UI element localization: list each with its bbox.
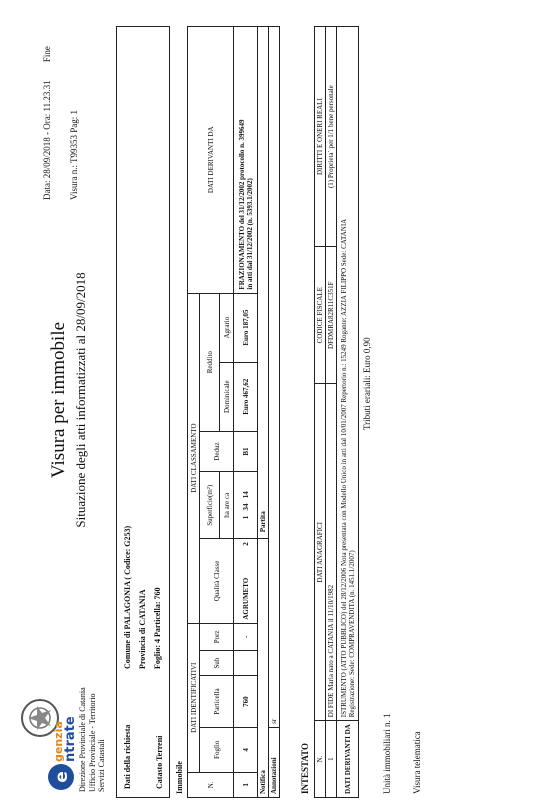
deduz-header: Deduz [200, 431, 234, 472]
row-qualita [234, 539, 258, 623]
row-particella: 760 [234, 676, 258, 728]
date-time: Data: 28/09/2018 - Ora: 11.23.31 [42, 80, 52, 200]
immobile-label: Immobile [175, 761, 184, 794]
annotazioni-label: Annotazioni [269, 727, 280, 797]
page-title: Visura per immobile [48, 321, 69, 479]
row-n: 1 [234, 772, 258, 797]
office-block [78, 632, 107, 792]
row-ha: 1 [241, 515, 250, 520]
visura-telematica: Visura telematica [412, 731, 422, 794]
row-derivanti-line: in atti dal 31/12/2002 (n. 5393.1/2002) [245, 178, 254, 290]
row-deduz: B1 [234, 431, 258, 472]
anagrafici-header: DATI ANAGRAFICI [315, 384, 326, 721]
col-n-header: N. [188, 772, 234, 797]
request-label: Dati della richiesta [123, 724, 132, 789]
agrario-header: Agrario [220, 293, 234, 362]
intestato-n-header: N. [315, 721, 326, 798]
row-derivanti [234, 27, 258, 294]
row-sub [234, 651, 258, 676]
intestato-derivanti-line: Registrazione: Sede: COMPRAVENDITA (n. 1451.1/2007) [347, 550, 356, 718]
sub-header: Sub [200, 651, 234, 676]
row-derivanti-line: FRAZIONAMENTO del 31/12/2002 protocollo n. 399649 [237, 119, 246, 290]
catasto-label: Catasto Terreni [155, 735, 164, 789]
ha-are-ca-header: ha are ca [220, 472, 234, 539]
superficie-header: Superficie(m²) [200, 472, 220, 539]
intestato-derivanti-label: DATI DERIVANTI DA [337, 721, 359, 798]
intestato-codice-fiscale: DFDMRA82R11C351F [326, 247, 337, 384]
visura-info [42, 10, 80, 200]
classamento-header: DATI CLASSAMENTO [188, 293, 200, 623]
visura-number: Visura n.: T99353 Pag: 1 [68, 109, 79, 200]
dominicale-header: Dominicale [220, 362, 234, 431]
row-classe: 2 [241, 542, 250, 546]
agency-logo [18, 672, 76, 792]
office-line: Ufficio Provinciale - Territorio [87, 693, 97, 792]
row-porz: - [234, 623, 258, 650]
porz-header: Porz [200, 623, 234, 650]
codice-fiscale-header: CODICE FISCALE [315, 247, 326, 384]
fine-label: Fine [42, 46, 52, 63]
agenzia-e-icon [46, 762, 76, 792]
diritti-header: DIRITTI E ONERI REALI [315, 27, 326, 247]
unita-immobiliari: Unità immobiliari n. 1 [382, 713, 392, 794]
table-row [326, 27, 337, 798]
intestato-row-n: 1 [326, 721, 337, 798]
request-provincia: Provincia di CATANIA [138, 589, 147, 669]
row-dominicale: Euro 467,62 [234, 362, 258, 431]
intestato-derivanti [337, 27, 359, 721]
row-ca: 14 [241, 491, 250, 499]
request-comune: Comune di PALAGONIA ( Codice: G253) [123, 525, 132, 669]
office-line: Direzione Provinciale di Catania [78, 687, 87, 792]
row-foglio: 4 [234, 727, 258, 772]
svg-text:e: e [52, 771, 72, 783]
intestato-label: INTESTATO [300, 742, 310, 794]
office-line: Servizi Catastali [97, 739, 107, 792]
intestato-anagrafici: DI FIDE Maria nato a CATANIA il 11/10/1982 [326, 384, 337, 721]
derivanti-header: DATI DERIVANTI DA [188, 27, 234, 294]
page-subtitle: Situazione degli atti informatizzati al 28/09/2018 [73, 272, 88, 528]
table-row [234, 27, 258, 798]
intestato-diritti: (1) Proprieta` per 1/1 bene personale [326, 27, 337, 247]
partita-label: Partita [258, 27, 269, 539]
identificativi-header: DATI IDENTIFICATIVI [188, 623, 200, 772]
qualita-header: Qualità Classe [200, 539, 234, 623]
row-superficie [234, 472, 258, 539]
title-block [48, 180, 89, 620]
logo-line-2: ntrate [63, 716, 78, 762]
reddito-header: Reddito [200, 293, 220, 431]
request-foglio: Foglio: 4 Particella: 760 [153, 587, 162, 669]
row-qualita-value: AGRUMETO [241, 577, 250, 620]
annotazioni-value: sr [269, 27, 280, 728]
row-agrario: Euro 187,05 [234, 293, 258, 362]
particella-header: Particella [200, 676, 234, 728]
logo-line-1: genzia [52, 721, 65, 762]
request-box [116, 26, 170, 798]
foglio-header: Foglio [200, 727, 234, 772]
immobile-table [187, 26, 280, 798]
row-are: 34 [241, 503, 250, 511]
intestato-table [314, 26, 359, 798]
tributi-erariali: Tributi erariali: Euro 0,90 [362, 337, 372, 430]
intestato-derivanti-line: ISTRUMENTO (ATTO PUBBLICO) del 28/12/2006 Nota presentata con Modello Unico in atti dal 10/01/2007 Repertorio n.: 15249 Rogante: AZZIA FILIPPO Sede: CATANIA [339, 218, 348, 718]
notifica-label: Notifica [258, 539, 269, 798]
